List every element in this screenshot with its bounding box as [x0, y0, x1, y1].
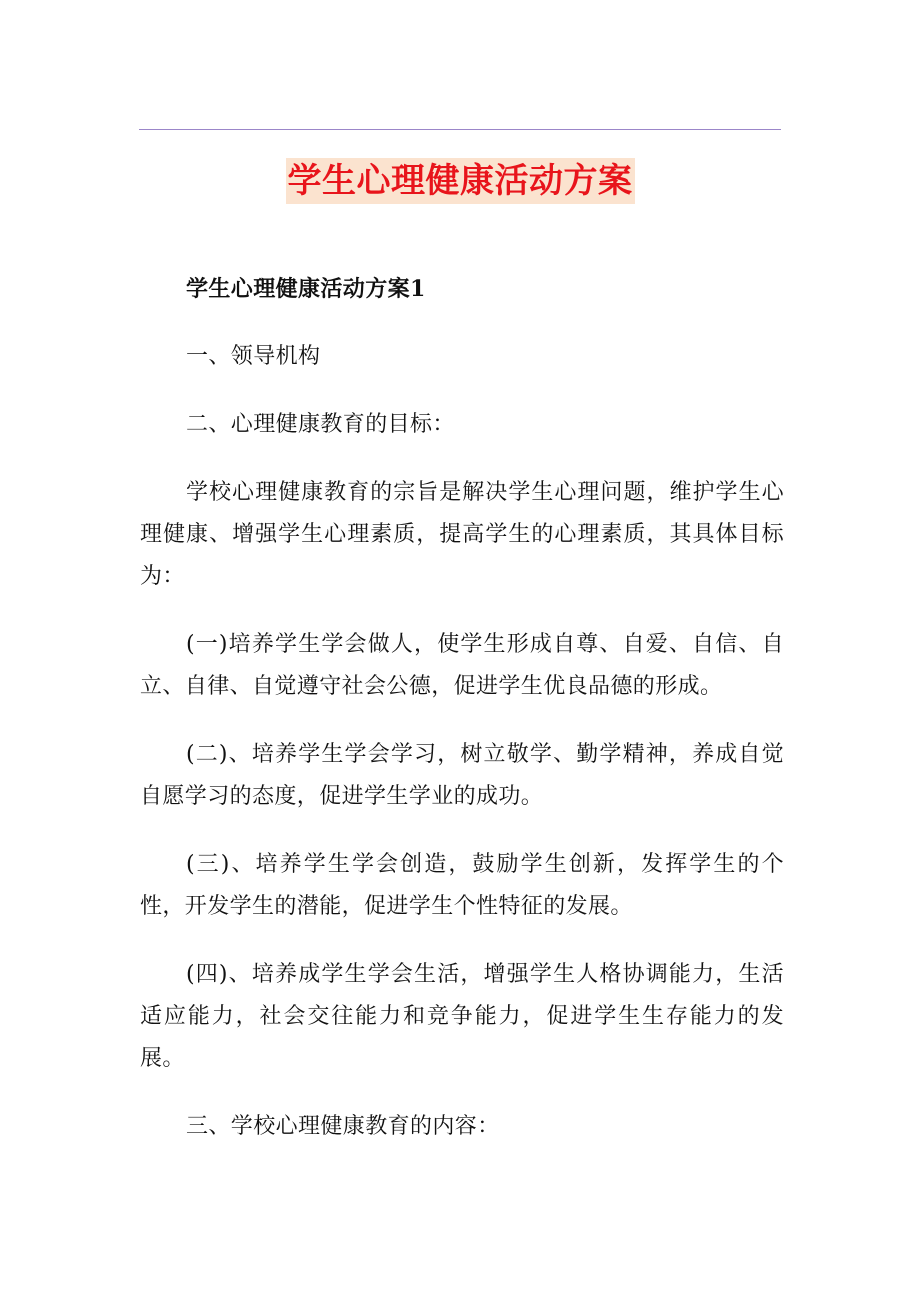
section-heading: 学生心理健康活动方案1	[186, 276, 426, 302]
paragraph-leadership: 一、领导机构	[186, 344, 321, 369]
document-title: 学生心理健康活动方案	[286, 158, 635, 204]
paragraph-goal-3: (三)、培养学生学会创造，鼓励学生创新，发挥学生的个性，开发学生的潜能，促进学生个性特征的发展。	[140, 852, 784, 919]
paragraph-goals-intro: 学校心理健康教育的宗旨是解决学生心理问题，维护学生心理健康、增强学生心理素质，提高学生的心理素质，其具体目标为：	[140, 480, 784, 589]
header-rule	[139, 129, 781, 130]
document-body	[140, 268, 784, 1148]
paragraph-goal-1: (一)培养学生学会做人，使学生形成自尊、自爱、自信、自立、自律、自觉遵守社会公德，促进学生优良品德的形成。	[140, 632, 784, 699]
paragraph-goals-heading: 二、心理健康教育的目标：	[186, 412, 455, 437]
paragraph-goal-2: (二)、培养学生学会学习，树立敬学、勤学精神，养成自觉自愿学习的态度，促进学生学业的成功。	[140, 742, 784, 809]
paragraph-goal-4: (四)、培养成学生学会生活，增强学生人格协调能力，生活适应能力，社会交往能力和竞争能力，促进学生生存能力的发展。	[140, 962, 784, 1071]
paragraph-content-heading: 三、学校心理健康教育的内容：	[186, 1114, 500, 1139]
title-container	[0, 158, 920, 204]
